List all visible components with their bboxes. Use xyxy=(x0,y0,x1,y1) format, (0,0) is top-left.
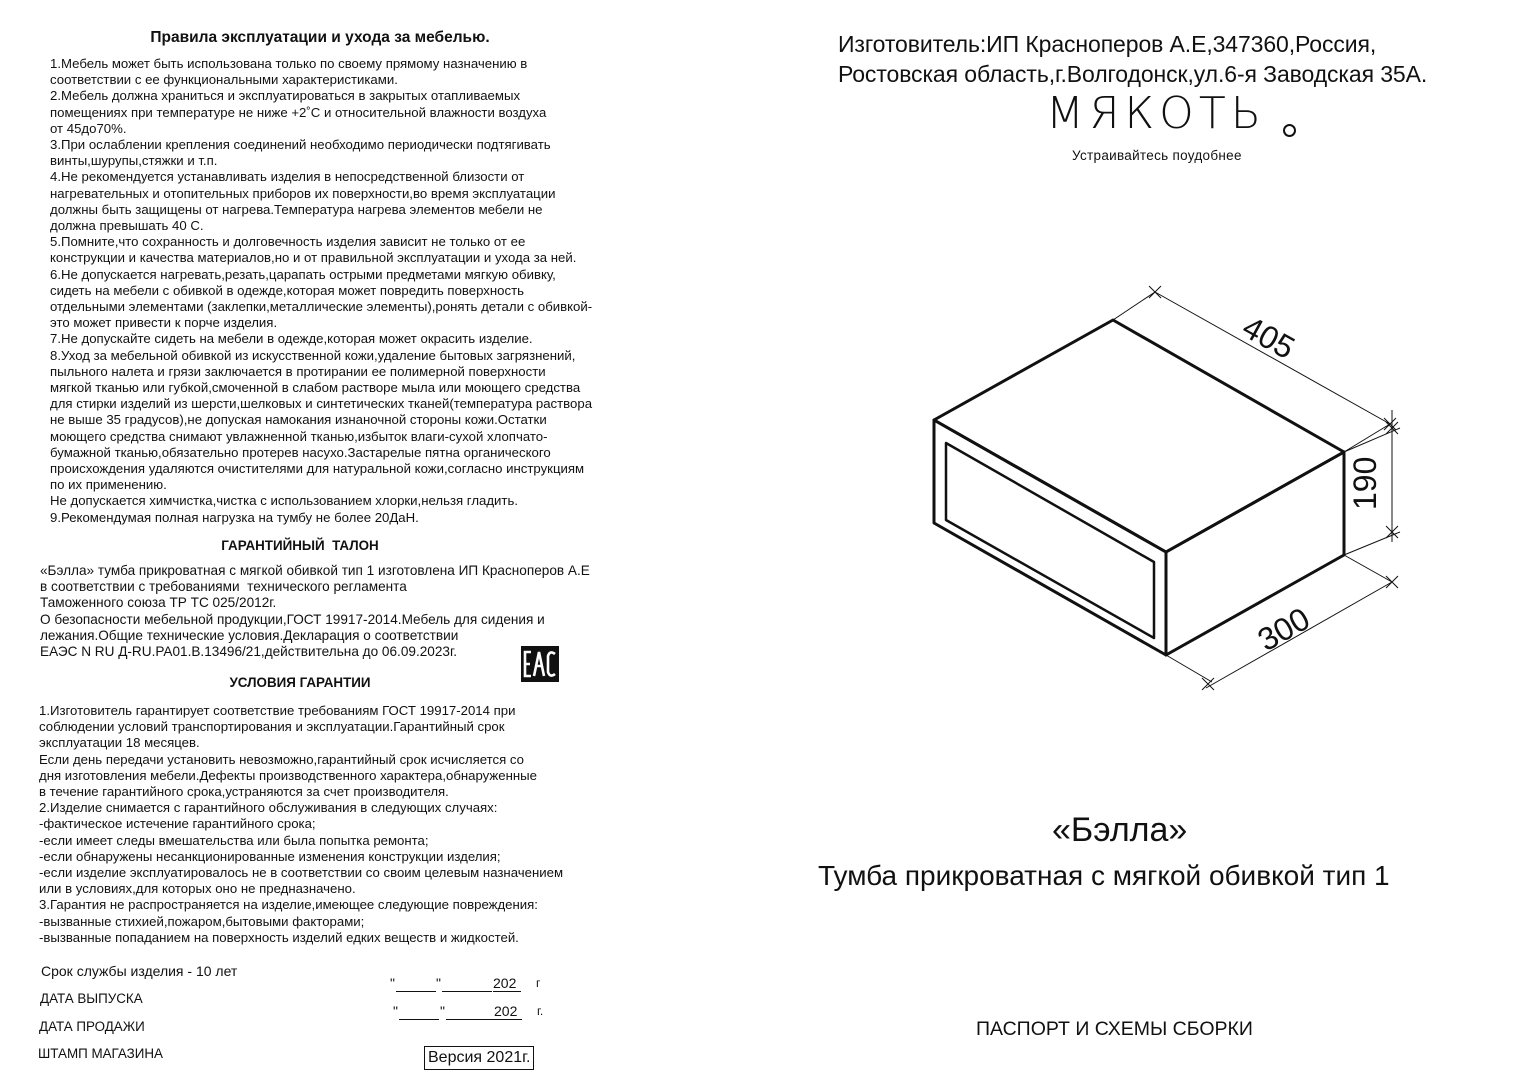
rules-line: соответствии с ее функциональными характеристиками. xyxy=(50,72,398,88)
product-description: Тумба прикроватная с мягкой обивкой тип 1 xyxy=(818,860,1390,891)
year-suffix: г xyxy=(536,976,541,990)
conditions-line: 2.Изделие снимается с гарантийного обслуживания в следующих случаях: xyxy=(39,800,498,816)
rules-line: происхождения удаляются очистителями для натуральной кожи,согласно инструкциям xyxy=(50,461,585,477)
passport-title: ПАСПОРТ И СХЕМЫ СБОРКИ xyxy=(976,1018,1253,1040)
rules-line: от 45до70%. xyxy=(50,120,127,136)
rules-line: мягкой тканью или губкой,смоченной в слабом растворе мыла или моющего средства xyxy=(50,380,581,396)
conditions-line: 3.Гарантия не распространяется на изделие,имеющее следующие повреждения: xyxy=(39,897,538,913)
conditions-line: -фактическое истечение гарантийного срока; xyxy=(39,816,316,832)
rules-line: 3.При ослаблении крепления соединений необходимо периодически подтягивать xyxy=(50,137,551,153)
stamp-label: ШТАМП МАГАЗИНА xyxy=(38,1046,163,1061)
rules-line: 2.Мебель должна храниться и эксплуатироваться в закрытых отапливаемых xyxy=(50,88,521,104)
date-quote: " xyxy=(436,975,441,991)
rules-line: не выше 35 градусов),не допуская намокания изнаночной стороны кожи.Остатки xyxy=(50,412,547,428)
front-panel xyxy=(946,443,1154,638)
warranty-line: «Бэлла» тумба прикроватная с мягкой обивкой тип 1 изготовлена ИП Красноперов А.Е xyxy=(40,563,590,578)
warranty-line: в соответствии с требованиями технического регламента xyxy=(40,579,407,595)
conditions-line: 1.Изготовитель гарантирует соответствие требованиям ГОСТ 19917-2014 при xyxy=(39,703,516,718)
conditions-line: -если обнаружены несанкционированные изменения конструкции изделия; xyxy=(39,848,501,864)
conditions-line: или в условиях,для которых оно не предназначено. xyxy=(39,881,356,897)
conditions-text xyxy=(39,703,563,946)
rules-line: конструкции и качества материалов,но и от правильной эксплуатации и ухода за ней. xyxy=(50,250,577,266)
sale-date-field[interactable] xyxy=(393,1003,563,1021)
rules-line: по их применению. xyxy=(50,477,167,493)
conditions-line: -если имеет следы вмешательства или была попытка ремонта; xyxy=(39,832,429,848)
rules-text xyxy=(50,56,592,526)
rules-line: 7.Не допускайте сидеть на мебели в одежде,которая может окрасить изделие. xyxy=(50,331,533,347)
rules-line: сидеть на мебели с обивкой в одежде,которая может повредить поверхность xyxy=(50,282,524,298)
rules-line: для стирки изделий из шерсти,шелковых и синтетических тканей(температура раствора xyxy=(50,396,593,412)
day-line xyxy=(396,991,436,992)
release-date-field[interactable] xyxy=(390,975,560,993)
conditions-line: -вызванные стихией,пожаром,бытовыми факторами; xyxy=(39,913,365,929)
eac-mark-icon xyxy=(512,628,550,664)
rules-line: 8.Уход за мебельной обивкой из искусственной кожи,удаление бытовых загрязнений, xyxy=(50,347,576,363)
release-date-label: ДАТА ВЫПУСКА xyxy=(40,991,143,1006)
conditions-line: -вызванные попаданием на поверхность изделий едких веществ и жидкостей. xyxy=(39,929,519,945)
dim-length-label: 405 xyxy=(1236,308,1301,367)
rules-line: бумажной тканью,обязательно протерев насухо.Застарелые пятна органического xyxy=(50,444,551,460)
rules-line: моющего средства снимают увлажненной тканью,избыток влаги-сухой хлопчато- xyxy=(50,428,548,444)
maker-info xyxy=(838,29,1427,89)
version-box: Версия 2021г. xyxy=(424,1046,534,1070)
year-line xyxy=(493,991,521,992)
conditions-title: УСЛОВИЯ ГАРАНТИИ xyxy=(229,675,371,690)
year-suffix: г. xyxy=(537,1004,544,1018)
brand-slogan: Устраивайтесь поудобнее xyxy=(1072,148,1242,163)
date-quote: " xyxy=(440,1003,445,1019)
conditions-line: Если день передачи установить невозможно,гарантийный срок исчисляется со xyxy=(39,751,525,767)
rules-line: должна превышать 40 С. xyxy=(50,218,204,234)
dim-height-label: 190 xyxy=(1347,456,1383,510)
conditions-line: в течение гарантийного срока,устраняются за счет производителя. xyxy=(39,784,449,800)
brand-logo: МЯКОТЬ xyxy=(1046,88,1266,139)
rules-line: это может привести к порче изделия. xyxy=(50,315,278,331)
warranty-line: Таможенного союза ТР ТС 025/2012г. xyxy=(40,595,277,611)
rules-line: винты,шурупы,стяжки и т.п. xyxy=(50,153,218,169)
maker-line-2: Ростовская область,г.Волгодонск,ул.6-я Заводская 35А. xyxy=(838,61,1428,87)
year-prefix: 202 xyxy=(494,1003,518,1019)
day-line xyxy=(399,1019,439,1020)
logo-dot-icon xyxy=(1283,124,1296,137)
rules-line: должны быть защищены от нагрева.Температура нагрева элементов мебели не xyxy=(50,201,543,217)
conditions-line: эксплуатации 18 месяцев. xyxy=(39,735,200,751)
warranty-title: ГАРАНТИЙНЫЙ ТАЛОН xyxy=(221,538,379,553)
rules-title: Правила эксплуатации и ухода за мебелью. xyxy=(150,29,490,46)
dim-depth-label: 300 xyxy=(1251,600,1316,659)
rules-line: 1.Мебель может быть использована только по своему прямому назначению в xyxy=(50,56,528,71)
date-quote: " xyxy=(390,975,395,991)
rules-line: 4.Не рекомендуется устанавливать изделия в непосредственной близости от xyxy=(50,169,525,185)
product-name: «Бэлла» xyxy=(1052,811,1188,849)
rules-line: пыльного налета и грязи заключается в протирании ее полимерной поверхности xyxy=(50,363,546,379)
warranty-line: ЕАЭС N RU Д-RU.PA01.B.13496/21,действительна до 06.09.2023г. xyxy=(40,644,458,660)
warranty-line: О безопасности мебельной продукции,ГОСТ 19917-2014.Мебель для сидения и xyxy=(40,611,545,627)
rules-line: помещениях при температуре не ниже +2˚С и относительной влажности воздуха xyxy=(50,104,547,120)
rules-line: отдельными элементами (заклепки,металлические элементы),ронять детали с обивкой- xyxy=(50,299,593,315)
service-life: Срок службы изделия - 10 лет xyxy=(41,963,238,979)
year-line xyxy=(494,1019,522,1020)
date-quote: " xyxy=(393,1003,398,1019)
rules-line: нагревательных и отопительных приборов их поверхности,во время эксплуатации xyxy=(50,185,556,201)
year-prefix: 202 xyxy=(493,975,517,991)
rules-line: 5.Помните,что сохранность и долговечность изделия зависит не только от ее xyxy=(50,234,526,250)
product-drawing xyxy=(900,270,1420,700)
warranty-line: лежания.Общие технические условия.Декларация о соответствии xyxy=(40,627,459,643)
month-line xyxy=(442,991,492,992)
month-line xyxy=(446,1019,496,1020)
sale-date-label: ДАТА ПРОДАЖИ xyxy=(39,1019,145,1034)
rules-line: Не допускается химчистка,чистка с использованием хлорки,нельзя гладить. xyxy=(50,493,518,509)
warranty-text xyxy=(40,563,590,660)
conditions-line: -если изделие эксплуатировалось не в соответствии со своим целевым назначением xyxy=(39,865,564,881)
maker-line-1: Изготовитель:ИП Красноперов А.Е,347360,Россия, xyxy=(838,31,1377,57)
rules-line: 6.Не допускается нагревать,резать,царапать острыми предметами мягкую обивку, xyxy=(50,266,556,282)
conditions-line: дня изготовления мебели.Дефекты производственного характера,обнаруженные xyxy=(39,767,537,783)
conditions-line: соблюдении условий транспортирования и эксплуатации.Гарантийный срок xyxy=(39,719,505,735)
rules-line: 9.Рекомендумая полная нагрузка на тумбу не более 20ДаН. xyxy=(50,509,419,525)
